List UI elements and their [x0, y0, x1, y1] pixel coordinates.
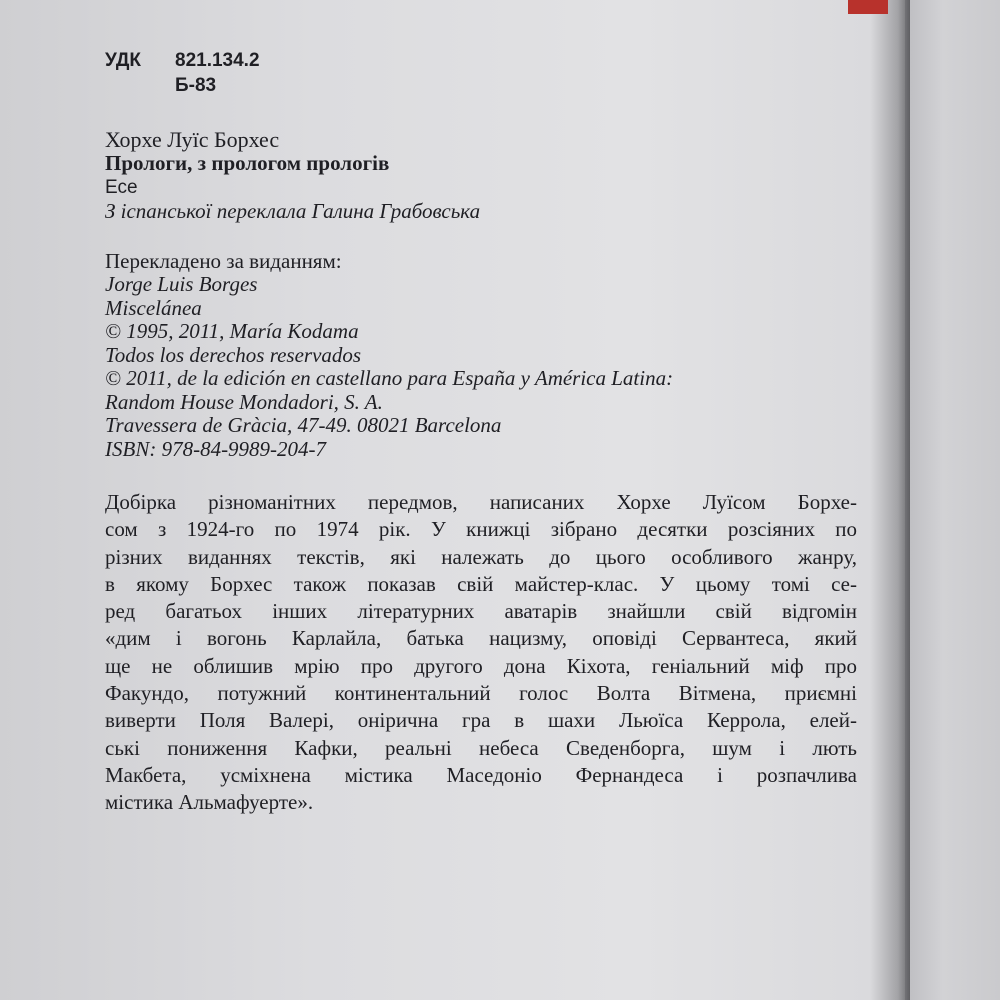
isbn-line: ISBN: 978-84-9989-204-7	[105, 436, 327, 461]
annotation-line: в якому Борхес також показав свій майстер-клас. У цьому томі се-	[105, 571, 857, 596]
original-line: © 2011, de la edición en castellano para España y América Latina:	[105, 366, 674, 390]
annotation-line: Факундо, потужний континентальний голос Волта Вітмена, приємні	[105, 681, 857, 706]
red-cover-edge	[848, 0, 888, 14]
original-line: Travessera de Gràcia, 47-49. 08021 Barcelona	[105, 413, 502, 437]
book-gutter	[870, 0, 910, 1000]
annotation-line: Макбета, усміхнена містика Маседоніо Фернандеса і розпачлива	[105, 762, 857, 787]
original-edition-heading: Перекладено за виданням:	[105, 248, 342, 273]
author-name: Хорхе Луїс Борхес	[105, 127, 280, 152]
annotation-line: сом з 1924-го по 1974 рік. У книжці зібрано десятки розсіяних по	[105, 517, 857, 542]
imprint-text	[105, 48, 865, 817]
annotation-line: виверти Поля Валері, онірична гра в шахи Льюїса Керрола, елей-	[105, 708, 857, 733]
annotation-line: Добірка різноманітних передмов, написаних Хорхе Луїсом Борхе-	[105, 490, 857, 514]
annotation-line: ред багатьох інших літературних аватарів знайшли свій відгомін	[105, 599, 857, 624]
book-title: Прологи, з прологом прологів	[105, 150, 390, 175]
bbk-code: Б-83	[175, 75, 217, 96]
original-line: © 1995, 2011, María Kodama	[105, 319, 359, 343]
annotation-line: містика Альмафуерте».	[105, 790, 314, 815]
udk-block	[105, 48, 865, 98]
original-line: Miscelánea	[105, 295, 202, 320]
translator-credit: З іспанської переклала Галина Грабовська	[105, 199, 481, 223]
annotation-line: ські пониження Кафки, реальні небеса Сведенборга, шум і лють	[105, 735, 857, 760]
original-line: Random House Mondadori, S. A.	[105, 389, 383, 414]
udk-label: УДК	[105, 50, 141, 71]
annotation-line: різних виданнях текстів, які належать до цього особливого жанру,	[105, 544, 857, 569]
original-line: Jorge Luis Borges	[105, 272, 258, 296]
annotation-line: «дим і вогонь Карлайла, батька нацизму, оповіді Сервантеса, який	[105, 626, 857, 651]
facing-page	[905, 0, 1000, 1000]
udk-code: 821.134.2	[175, 50, 260, 71]
annotation-line: ще не облишив мрію про другого дона Кіхота, геніальний міф про	[105, 653, 857, 678]
original-line: Todos los derechos reservados	[105, 342, 362, 367]
annotation-paragraph	[105, 489, 857, 817]
book-genre: Есе	[105, 177, 138, 198]
